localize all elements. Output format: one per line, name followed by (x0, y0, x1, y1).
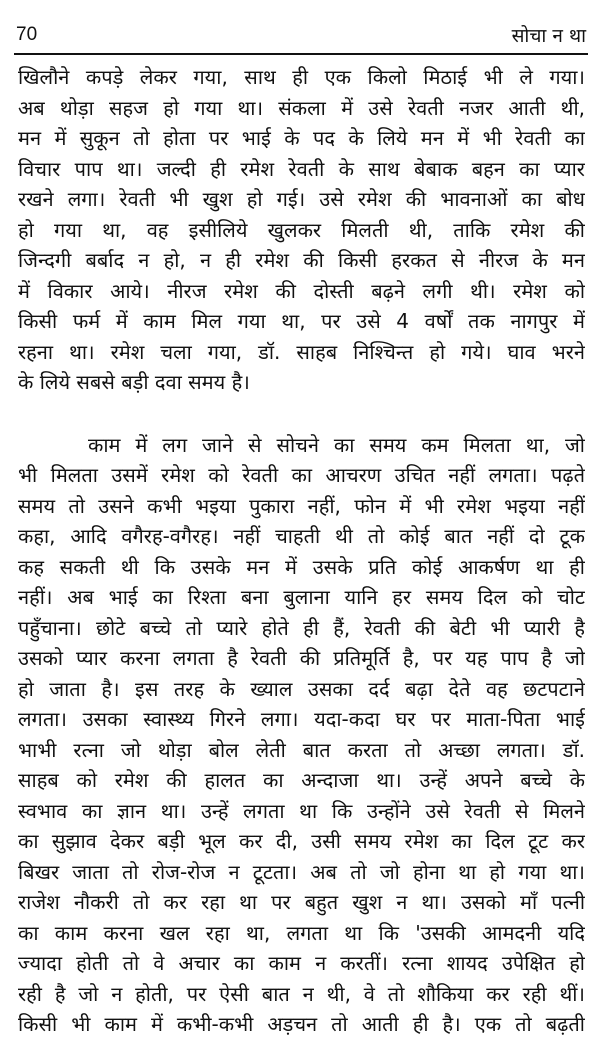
text-line: रखने लगा। रेवती भी खुश हो गई। उसे रमेश की भावनाओं का बोध (18, 187, 585, 211)
text-line: उसको प्यार करना लगता है रेवती की प्रतिमूर्ति है, पर यह पाप है जो (18, 646, 585, 670)
text-line: किसी भी काम में कभी-कभी अड़चन तो आती ही है। एक तो बढ़ती (18, 1012, 585, 1036)
paragraph-1 (18, 62, 585, 398)
text-line: साहब को रमेश की हालत का अन्दाजा था। उन्हें अपने बच्चे के (18, 768, 585, 792)
page-body (18, 62, 585, 1040)
text-line: भी मिलता उसमें रमेश को रेवती का आचरण उचित नहीं लगता। पढ़ते (18, 463, 585, 487)
text-line: ज्यादा होती तो वे अचार का काम न करतीं। रत्ना शायद उपेक्षित हो (18, 951, 585, 975)
text-line: रहना था। रमेश चला गया, डॉ. साहब निश्चिन्त हो गये। घाव भरने (18, 339, 585, 364)
text-line: हो गया था, वह इसीलिये खुलकर मिलती थी, ताकि रमेश की (18, 217, 585, 242)
text-line: का सुझाव देकर बड़ी भूल कर दी, उसी समय रमेश का दिल टूट कर (18, 829, 585, 853)
running-header (16, 22, 586, 52)
text-line: बिखर जाता तो रोज-रोज न टूटता। अब तो जो होना था हो गया था। (18, 859, 585, 884)
page-number: 70 (16, 24, 38, 45)
text-line: कहा, आदि वगैरह-वगैरह। नहीं चाहती थी तो कोई बात नहीं दो टूक (18, 524, 585, 548)
text-line: मन में सुकून तो होता पर भाई के पद के लिये मन में भी रेवती का (18, 126, 585, 150)
text-line: पहुँचाना। छोटे बच्चे तो प्यारे होते ही हैं, रेवती की बेटी भी प्यारी है (18, 615, 585, 640)
header-divider (14, 53, 588, 55)
text-line: रही है जो न होती, पर ऐसी बात न थी, वे तो शौकिया कर रही थीं। (18, 981, 585, 1006)
text-line: खिलौने कपड़े लेकर गया, साथ ही एक किलो मिठाई भी ले गया। (18, 65, 585, 89)
paragraph-2 (18, 430, 585, 1040)
text-line: हो जाता है। इस तरह के ख्याल उसका दर्द बढ़ा देते वह छटपटाने (18, 676, 585, 701)
text-line: स्वभाव का ज्ञान था। उन्हें लगता था कि उन्होंने उसे रेवती से मिलने (18, 798, 585, 823)
book-title: सोचा न था (511, 25, 586, 47)
text-line: विचार पाप था। जल्दी ही रमेश रेवती के साथ बेबाक बहन का प्यार (18, 156, 585, 181)
text-line: जिन्दगी बर्बाद न हो, न ही रमेश की किसी हरकत से नीरज के मन (18, 248, 585, 272)
text-line: कह सकती थी कि उसके मन में उसके प्रति कोई आकर्षण था ही (18, 554, 585, 579)
text-line: राजेश नौकरी तो कर रहा था पर बहुत खुश न था। उसको माँ पत्नी (18, 890, 585, 914)
text-line: नहीं। अब भाई का रिश्ता बना बुलाना यानि हर समय दिल को चोट (18, 585, 585, 609)
text-line: भाभी रत्ना जो थोड़ा बोल लेती बात करता तो अच्छा लगता। डॉ. (18, 737, 585, 762)
text-line: में विकार आये। नीरज रमेश की दोस्ती बढ़ने लगी थी। रमेश को (18, 278, 585, 303)
text-line: अब थोड़ा सहज हो गया था। संकला में उसे रेवती नजर आती थी, (18, 95, 585, 120)
text-line: के लिये सबसे बड़ी दवा समय है। (18, 370, 250, 394)
text-line: किसी फर्म में काम मिल गया था, पर उसे 4 वर्षों तक नागपुर में (18, 309, 585, 333)
text-line: काम में लग जाने से सोचने का समय कम मिलता था, जो (88, 432, 585, 457)
text-line: समय तो उसने कभी भइया पुकारा नहीं, फोन में भी रमेश भइया नहीं (18, 493, 585, 518)
text-line: का काम करना खल रहा था, लगता था कि 'उसकी आमदनी यदि (18, 920, 585, 945)
text-line: लगता। उसका स्वास्थ्य गिरने लगा। यदा-कदा घर पर माता-पिता भाई (18, 707, 585, 731)
